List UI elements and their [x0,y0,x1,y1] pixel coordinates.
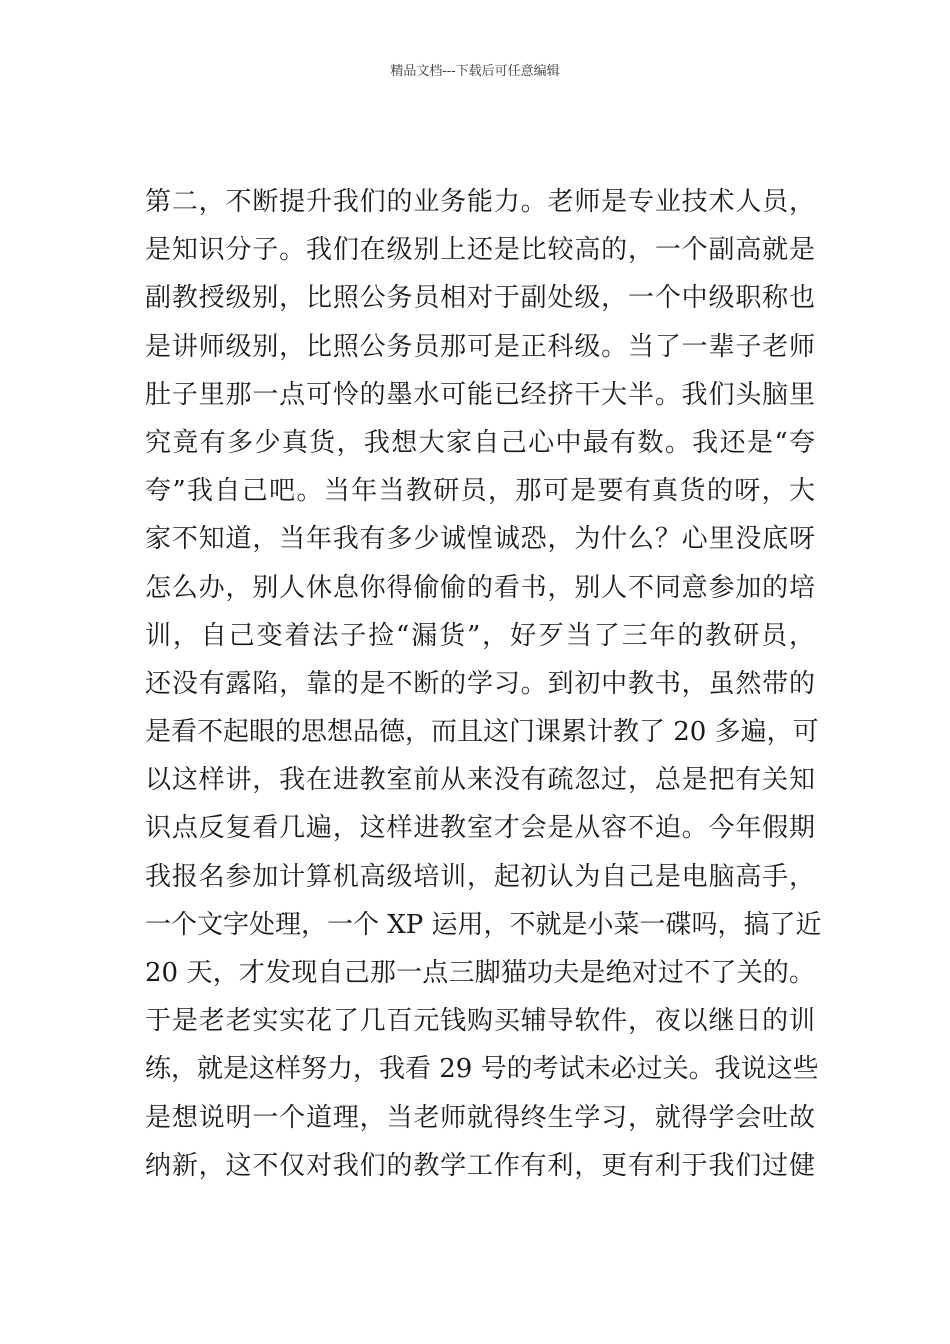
text-line: 肚子里那一点可怜的墨水可能已经挤干大半。我们头脑里 [145,379,815,410]
text-line: 纳新，这不仅对我们的教学工作有利，更有利于我们过健 [145,1150,815,1181]
text-line: 怎么办，别人休息你得偷偷的看书，别人不同意参加的培 [145,572,815,603]
text-line: 练，就是这样努力，我看 29 号的考试未必过关。我说这些 [145,1054,819,1085]
text-line: 是看不起眼的思想品德，而且这门课累计教了 20 多遍，可 [145,717,819,748]
body-paragraph [145,178,822,1190]
text-line: 第二，不断提升我们的业务能力。老师是专业技术人员， [145,187,815,217]
page-header: 精品文档---下载后可任意编辑 [390,64,560,79]
text-line: 是讲师级别，比照公务员那可是正科级。当了一辈子老师 [145,331,815,362]
text-line: 是想说明一个道理，当老师就得终生学习，就得学会吐故 [145,1102,815,1133]
text-line: 20 天，才发现自己那一点三脚猫功夫是绝对过不了关的。 [145,958,815,988]
text-line: 是知识分子。我们在级别上还是比较高的，一个副高就是 [145,235,815,266]
text-line: 还没有露陷，靠的是不断的学习。到初中教书，虽然带的 [145,668,815,699]
text-line: 夸”我自己吧。当年当教研员，那可是要有真货的呀，大 [145,476,815,507]
text-line: 究竟有多少真货，我想大家自己心中最有数。我还是“夸 [145,427,815,458]
text-line: 一个文字处理，一个 XP 运用，不就是小菜一碟吗，搞了近 [145,909,822,940]
text-line: 识点反复看几遍，这样进教室才会是从容不迫。今年假期 [145,813,815,844]
text-line: 于是老老实实花了几百元钱购买辅导软件，夜以继日的训 [145,1006,815,1037]
text-line: 训，自己变着法子捡“漏货”，好歹当了三年的教研员， [145,620,815,651]
text-line: 我报名参加计算机高级培训，起初认为自己是电脑高手， [145,861,815,892]
text-line: 副教授级别，比照公务员相对于副处级，一个中级职称也 [145,283,815,314]
text-line: 以这样讲，我在进教室前从来没有疏忽过，总是把有关知 [145,765,815,796]
text-line: 家不知道，当年我有多少诚惶诚恐，为什么？心里没底呀 [145,524,815,555]
